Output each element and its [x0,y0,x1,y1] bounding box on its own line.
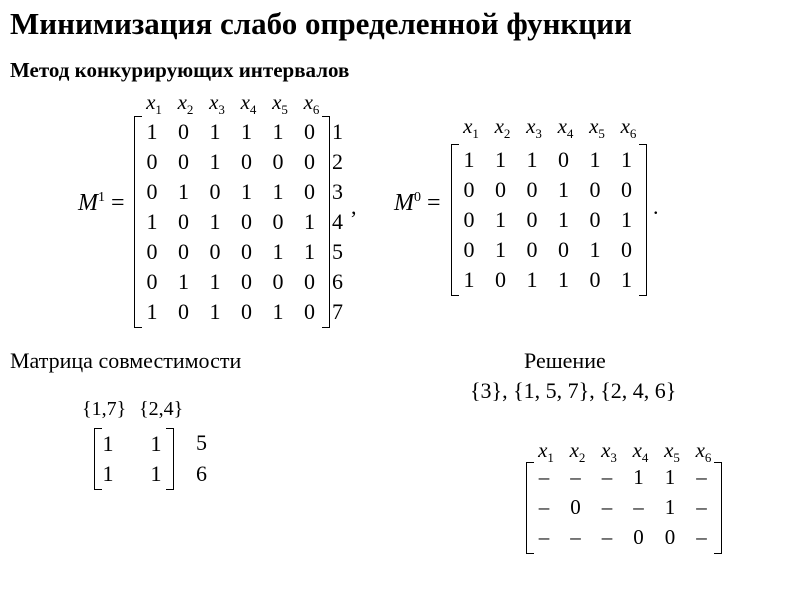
matrix-cell: 0 [526,207,538,232]
matrix-cell: 1 [463,147,475,172]
variable-label [581,114,613,142]
compat-row-label: 6 [196,461,207,486]
variable-index: 6 [629,126,637,142]
page-subtitle: Метод конкурирующих интервалов [10,58,350,82]
variable-letter: x [601,438,611,462]
variable-index: 1 [472,126,479,142]
matrix-cell: 0 [241,239,252,264]
matrix-cell: – [601,525,613,549]
matrix-cell: 1 [621,147,632,172]
matrix-cell: – [570,465,581,489]
matrix-cell: 0 [241,149,252,174]
compat-header-1: {1,7} [82,398,127,420]
variable-index: 4 [566,126,574,142]
variable-index: 6 [704,450,712,466]
matrix-cell: 0 [463,177,475,202]
m0-period: . [653,194,659,219]
matrix-cell: 1 [178,269,189,294]
variable-label [487,114,519,142]
variable-letter: x [494,114,504,138]
variable-index: 3 [610,450,617,466]
variable-index: 2 [503,126,511,142]
matrix-cell: 0 [304,119,315,144]
matrix-cell: 1 [209,299,221,324]
variable-label [201,90,233,118]
matrix-cell: – [570,525,581,549]
matrix-cell: 0 [241,209,252,234]
matrix-cell: 1 [526,147,538,172]
matrix-cell: 1 [272,179,284,204]
variable-letter: x [589,114,599,138]
variable-index: 6 [312,102,320,118]
solution-matrix [526,462,722,554]
variable-index: 4 [641,450,649,466]
matrix-cell: – [633,495,644,519]
matrix-cell: 0 [209,239,221,264]
variable-index: 5 [673,450,680,466]
m1-matrix [134,116,330,328]
variable-letter: x [146,90,156,114]
matrix-cell: 0 [621,177,632,202]
matrix-cell: 0 [146,179,158,204]
matrix-cell: 1 [150,461,162,486]
m0-label: $M^0$ = [394,190,441,216]
matrix-cell: – [696,495,707,519]
matrix-cell: 0 [304,299,315,324]
matrix-cell: 1 [146,119,158,144]
matrix-cell: 1 [589,147,601,172]
matrix-cell: 0 [621,237,632,262]
matrix-cell: 0 [589,177,601,202]
variable-label [138,90,170,118]
matrix-cell: 0 [664,525,676,549]
matrix-cell: – [601,495,613,519]
variable-index: 3 [535,126,542,142]
variable-letter: x [303,90,313,114]
solution-title: Решение [524,348,606,373]
page-title: Минимизация слабо определенной функции [10,6,632,41]
variable-index: 2 [186,102,194,118]
variable-label [170,90,202,118]
matrix-cell: 0 [178,149,189,174]
variable-label [233,90,265,118]
matrix-cell: 1 [558,207,569,232]
matrix-cell: – [538,525,550,549]
matrix-cell: 0 [272,209,284,234]
matrix-cell: 0 [146,149,158,174]
matrix-cell: 1 [304,209,315,234]
matrix-cell: 0 [209,179,221,204]
variable-letter: x [620,114,630,138]
matrix-cell: 0 [272,269,284,294]
matrix-cell: 0 [304,179,315,204]
matrix-cell: 0 [495,267,506,292]
variable-letter: x [209,90,219,114]
matrix-cell: 1 [495,237,506,262]
variable-index: 3 [218,102,225,118]
variable-index: 1 [547,450,554,466]
matrix-cell: 1 [272,119,284,144]
matrix-cell: 1 [664,495,676,519]
matrix-cell: 0 [633,525,644,549]
variable-letter: x [569,438,579,462]
matrix-cell: 1 [241,179,252,204]
matrix-cell: 1 [209,149,221,174]
compatibility-matrix [94,428,174,490]
variable-letter: x [664,438,674,462]
matrix-cell: 1 [150,431,162,456]
matrix-cell: – [696,525,707,549]
variable-letter: x [240,90,250,114]
matrix-cell: 1 [209,119,221,144]
matrix-cell: – [538,495,550,519]
row-label: 1 [332,119,343,144]
matrix-cell: – [696,465,707,489]
matrix-cell: 0 [495,177,506,202]
matrix-cell: 1 [146,299,158,324]
variable-index: 2 [578,450,586,466]
matrix-cell: 0 [178,239,189,264]
matrix-cell: 1 [102,461,114,486]
variable-index: 5 [281,102,288,118]
matrix-cell: 0 [570,495,581,519]
matrix-cell: 1 [272,299,284,324]
variable-letter: x [538,438,548,462]
matrix-cell: 1 [241,119,252,144]
matrix-cell: 0 [146,239,158,264]
matrix-cell: 1 [495,147,506,172]
matrix-cell: 1 [621,207,632,232]
matrix-cell: 1 [664,465,676,489]
matrix-cell: 1 [558,177,569,202]
variable-label [455,114,487,142]
matrix-cell: 1 [304,239,315,264]
variable-letter: x [557,114,567,138]
matrix-cell: – [601,465,613,489]
variable-index: 1 [155,102,162,118]
row-label: 2 [332,149,343,174]
variable-label [264,90,296,118]
m0-matrix [451,144,647,296]
matrix-cell: 1 [146,209,158,234]
variable-label [518,114,550,142]
matrix-cell: 1 [102,431,114,456]
row-label: 5 [332,239,343,264]
solution-sets: {3}, {1, 5, 7}, {2, 4, 6} [470,378,677,403]
variable-letter: x [177,90,187,114]
matrix-cell: 0 [178,119,189,144]
matrix-cell: 0 [589,207,601,232]
matrix-cell: 0 [178,299,189,324]
matrix-cell: 1 [621,267,632,292]
row-label: 6 [332,269,343,294]
m1-label: $M^1$ = [78,190,125,216]
row-label: 7 [332,299,343,324]
variable-label [296,90,328,118]
matrix-cell: 1 [495,207,506,232]
matrix-cell: – [538,465,550,489]
matrix-cell: 0 [463,237,475,262]
variable-index: 5 [598,126,605,142]
variable-letter: x [526,114,536,138]
compat-row-label: 5 [196,430,207,455]
matrix-cell: 0 [526,237,538,262]
matrix-cell: 1 [178,179,189,204]
compat-header-2: {2,4} [139,398,184,420]
matrix-cell: 1 [558,267,569,292]
row-label: 3 [332,179,343,204]
matrix-cell: 0 [241,299,252,324]
compatibility-title: Матрица совместимости [10,348,242,373]
variable-index: 4 [249,102,257,118]
matrix-cell: 0 [463,207,475,232]
matrix-cell: 1 [633,465,644,489]
matrix-cell: 0 [304,149,315,174]
row-label: 4 [332,209,343,234]
matrix-cell: 1 [209,209,221,234]
matrix-cell: 1 [272,239,284,264]
matrix-cell: 1 [526,267,538,292]
matrix-cell: 0 [146,269,158,294]
variable-label [613,114,645,142]
m1-comma: , [351,194,357,219]
matrix-cell: 0 [178,209,189,234]
variable-letter: x [463,114,473,138]
variable-letter: x [272,90,282,114]
matrix-cell: 0 [241,269,252,294]
matrix-cell: 0 [526,177,538,202]
variable-letter: x [632,438,642,462]
matrix-cell: 0 [272,149,284,174]
matrix-cell: 0 [558,237,569,262]
variable-letter: x [695,438,705,462]
matrix-cell: 0 [304,269,315,294]
matrix-cell: 1 [463,267,475,292]
matrix-cell: 1 [209,269,221,294]
matrix-cell: 0 [589,267,601,292]
matrix-cell: 1 [589,237,601,262]
matrix-cell: 0 [558,147,569,172]
variable-label [550,114,582,142]
